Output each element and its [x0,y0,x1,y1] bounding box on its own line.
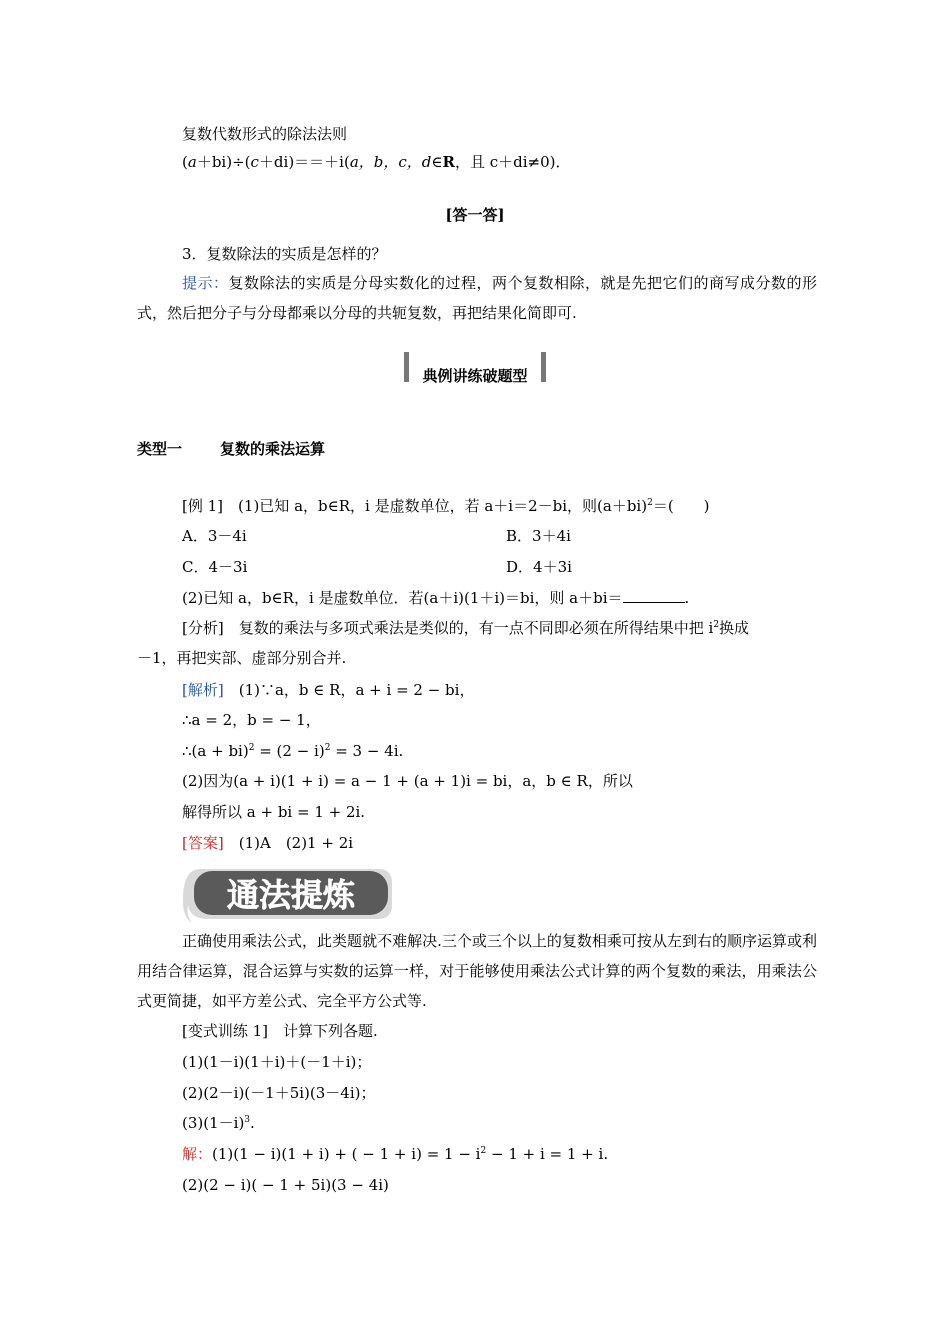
section-banner [404,352,546,385]
hint-label: 提示： [182,274,229,292]
example1-part1: [例 1] (1)已知 a，b∈R，i 是虚数单位，若 a＋i＝2－bi，则$(a+bi)^2=$( ) [182,497,710,515]
qa-heading: [答一答] [445,206,505,224]
option-d: D．4＋3i [506,558,572,576]
rule-title: 复数代数形式的除法法则 [182,125,348,143]
solution-line5: 解得所以 a + bi = 1 + 2i. [182,803,366,821]
solution-line4: (2)因为(a + i)(1 + i) = a − 1 + (a + 1)i = bi，a，b ∈ R，所以 [182,772,633,790]
type-title: 复数的乘法运算 [220,440,326,458]
qa-hint: 提示：复数除法的实质是分母实数化的过程，两个复数相除，就是先把它们的商写成分数的形式，然后把分子与分母都乘以分母的共轭复数，再把结果化简即可. [137,274,817,322]
solution-label: [解析] [182,681,224,699]
variant-item1: (1)(1－i)(1＋i)＋(－1＋i)； [182,1053,372,1071]
solution-line3: ∴(a + $bi)^2 = (2 - i)^2 = 3 - 4i$. [182,742,404,760]
variant-solution2: (2)(2 − i)( − 1 + 5i)(3 − 4i) [182,1176,389,1194]
option-c: C．4－3i [182,558,248,576]
type-label: 类型一 [137,440,183,458]
solution-line1: [解析] (1)∵a，b ∈ R，a + i = 2 − bi， [182,681,475,699]
method-banner [182,867,394,927]
variant-item2: (2)(2－i)(－1＋5i)(3－4i)； [182,1084,376,1102]
variant-item3: $(3)(1-i)^3$. [182,1114,255,1132]
analysis-line2: －1，再把实部、虚部分别合并. [137,649,347,667]
variant-heading: [变式训练 1] 计算下列各题. [182,1022,378,1040]
answer-blank [623,588,685,603]
method-text: 正确使用乘法公式，此类题就不难解决.三个或三个以上的复数相乘可按从左到右的顺序运算或利用结合律运算，混合运算与实数的运算一样，对于能够使用乘法公式计算的两个复数的乘法，用乘法公式更简捷，如平方差公式、完全平方公式等. [137,932,817,1010]
variant-solution-label: 解： [182,1145,213,1163]
option-a: A．3－4i [182,527,247,545]
option-b: B．3＋4i [506,527,571,545]
qa-question: 3．复数除法的实质是怎样的？ [182,245,387,263]
variant-solution1: 解：(1)(1 − i)(1 + i) + ( − $1 + i) = 1 - i^2 - 1 + i = 1 + i$. [182,1145,609,1163]
answer-label: [答案] [182,834,224,852]
method-title: 通法提炼 [226,876,356,914]
solution-line2: ∴a = 2，b = − 1， [182,711,321,729]
banner-title: 典例讲练破题型 [422,367,528,385]
division-formula: (a＋bi)÷(c＋di)＝＝＋i(a，b，c，d∈R，且 c＋di≠0)． [182,153,571,171]
answer-line: [答案] (1)A (2)1 + 2i [182,834,354,852]
example1-part2: (2)已知 a，b∈R，i 是虚数单位．若(a＋i)(1＋i)＝bi，则 a＋bi＝ . [182,589,690,607]
analysis-line1: [分析] 复数的乘法与多项式乘法是类似的，有一点不同即必须在所得结果中把 $i^2$换成 [182,619,750,637]
